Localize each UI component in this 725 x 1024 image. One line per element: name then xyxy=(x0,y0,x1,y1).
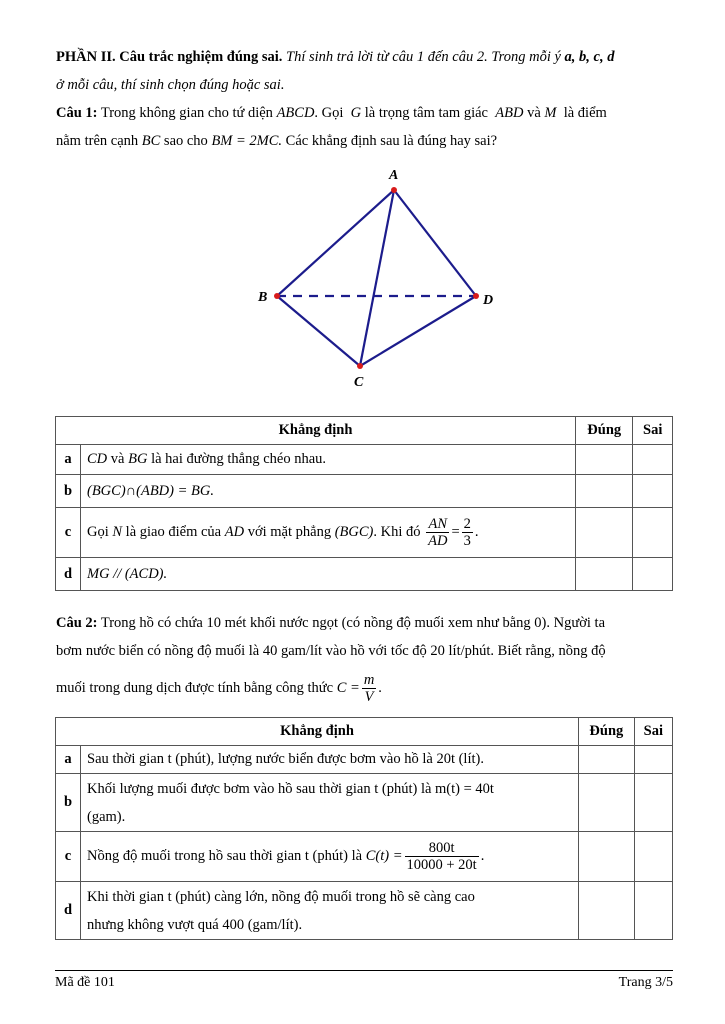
stmt-part: AD xyxy=(224,523,245,540)
row-statement: Sau thời gian t (phút), lượng nước biển được bơm vào hồ là 20t (lít). xyxy=(81,746,579,774)
stmt-part: Khi thời gian t (phút) càng lớn, nồng độ muối trong hồ sẽ càng cao xyxy=(87,888,475,905)
row-label: d xyxy=(56,882,81,940)
fraction-num: AN xyxy=(426,516,449,533)
col-true: Đúng xyxy=(579,718,635,746)
q1-line-1 xyxy=(56,105,607,122)
stmt-part: (BGC) xyxy=(334,523,374,540)
stmt-part: BG xyxy=(128,451,148,467)
q1-text: là trọng tâm tam giác xyxy=(364,105,488,121)
table-row xyxy=(56,832,673,882)
false-cell[interactable] xyxy=(634,746,672,774)
edge-ad xyxy=(394,190,476,296)
q2-text: Trong hồ có chứa 10 mét khối nước ngọt (có nồng độ muối xem như bằng 0). Người ta xyxy=(100,615,606,631)
row-statement xyxy=(81,445,576,475)
q1-table xyxy=(55,416,673,591)
row-label: a xyxy=(56,746,81,774)
true-cell[interactable] xyxy=(579,882,635,940)
stmt-part: . Khi đó xyxy=(373,523,421,540)
row-label: d xyxy=(56,558,81,591)
q1-bc: BC xyxy=(141,133,161,149)
true-cell[interactable] xyxy=(579,746,635,774)
true-cell[interactable] xyxy=(579,832,635,882)
edge-cd xyxy=(360,296,476,366)
row-statement xyxy=(81,882,579,940)
point-b xyxy=(274,293,280,299)
tetrahedron-figure xyxy=(250,165,510,395)
fraction-num: 2 xyxy=(463,516,471,532)
table-header-row xyxy=(56,417,673,445)
q2-line-1 xyxy=(56,615,605,632)
row-statement xyxy=(81,774,579,832)
q2-line-2: bơm nước biển có nồng độ muối là 40 gam/lít vào hồ với tốc độ 20 lít/phút. Biết rằng, nồng độ xyxy=(56,643,606,659)
q1-text: sao cho xyxy=(163,133,208,149)
col-statement: Khẳng định xyxy=(56,718,579,746)
page-number: Trang 3/5 xyxy=(618,975,673,990)
stmt-part: là hai đường thẳng chéo nhau. xyxy=(151,451,327,467)
table-row xyxy=(56,475,673,508)
false-cell[interactable] xyxy=(633,558,673,591)
true-cell[interactable] xyxy=(576,475,633,508)
true-cell[interactable] xyxy=(579,774,635,832)
label-c: C xyxy=(354,375,364,390)
stmt-part: . xyxy=(480,847,485,864)
page-footer xyxy=(55,970,673,990)
fraction-den: 10000 + 20t xyxy=(406,857,477,873)
stmt-part: C(t) = xyxy=(365,847,403,864)
col-false: Sai xyxy=(634,718,672,746)
table-row xyxy=(56,882,673,940)
q1-text: Các khẳng định sau là đúng hay sai? xyxy=(285,133,498,149)
row-statement xyxy=(81,832,579,882)
false-cell[interactable] xyxy=(633,475,673,508)
false-cell[interactable] xyxy=(634,882,672,940)
section-header xyxy=(56,49,614,66)
false-cell[interactable] xyxy=(633,508,673,558)
stmt-part: N xyxy=(112,523,123,540)
col-statement: Khẳng định xyxy=(56,417,576,445)
table-row xyxy=(56,774,673,832)
fraction-m-v xyxy=(362,672,376,705)
point-a xyxy=(391,187,397,193)
q1-text: nằm trên cạnh xyxy=(56,133,139,149)
q1-text: . Gọi xyxy=(314,105,344,121)
fraction-two-thirds xyxy=(462,516,473,549)
fraction-den: 3 xyxy=(463,533,471,549)
q2-formula: C = xyxy=(336,679,360,696)
instruction-text: Thí sinh trả lời từ câu 1 đến câu 2. Trong mỗi ý xyxy=(286,49,561,65)
edge-bc xyxy=(277,296,360,366)
fraction-den: V xyxy=(364,689,374,705)
stmt-part: và xyxy=(110,451,125,467)
stmt-part: với mặt phẳng xyxy=(247,523,332,540)
q1-text: và xyxy=(527,105,541,121)
fraction-den: AD xyxy=(428,533,448,549)
row-label: c xyxy=(56,832,81,882)
stmt-part: CD xyxy=(87,451,108,467)
stmt-part: = xyxy=(451,523,460,540)
point-c xyxy=(357,363,363,369)
q2-text: muối trong dung dịch được tính bằng công thức xyxy=(56,679,334,696)
false-cell[interactable] xyxy=(634,832,672,882)
stmt-part: Gọi xyxy=(87,523,109,540)
q1-text: là điểm xyxy=(563,105,607,121)
table-row xyxy=(56,445,673,475)
instruction-line-2: ở mỗi câu, thí sinh chọn đúng hoặc sai. xyxy=(56,77,285,93)
q1-bm-equation: BM = 2MC. xyxy=(211,133,283,149)
stmt-part: nhưng không vượt quá 400 (gam/lít). xyxy=(87,916,303,933)
stmt-part: (gam). xyxy=(87,808,126,825)
stmt-part: . xyxy=(474,523,479,540)
row-statement: (BGC)∩(ABD) = BG. xyxy=(81,475,576,508)
row-label: b xyxy=(56,475,81,508)
row-label: b xyxy=(56,774,81,832)
true-cell[interactable] xyxy=(576,445,633,475)
true-cell[interactable] xyxy=(576,558,633,591)
table-row xyxy=(56,508,673,558)
q1-label: Câu 1: xyxy=(56,105,98,121)
q1-abd: ABD xyxy=(495,105,524,121)
stmt-part: Nồng độ muối trong hồ sau thời gian t (phút) là xyxy=(87,847,363,864)
instruction-letters: a, b, c, d xyxy=(564,49,615,65)
row-label: a xyxy=(56,445,81,475)
q1-line-2 xyxy=(56,133,497,150)
q2-label: Câu 2: xyxy=(56,615,98,631)
true-cell[interactable] xyxy=(576,508,633,558)
row-statement xyxy=(81,508,576,558)
fraction-num: 800t xyxy=(405,840,479,857)
label-a: A xyxy=(389,168,399,183)
fraction-num: m xyxy=(363,672,375,688)
q2-table xyxy=(55,717,673,940)
fraction-an-ad xyxy=(426,516,449,549)
q1-abcd: ABCD xyxy=(276,105,315,121)
false-cell[interactable] xyxy=(633,445,673,475)
stmt-part: là giao điểm của xyxy=(125,523,222,540)
table-row xyxy=(56,558,673,591)
label-b: B xyxy=(258,290,268,305)
q1-text: Trong không gian cho tứ diện xyxy=(100,105,273,121)
q2-line-3: muối trong dung dịch được tính bằng công thức C = $\frac{m}{V}$ . xyxy=(56,672,382,705)
col-true: Đúng xyxy=(576,417,633,445)
table-header-row xyxy=(56,718,673,746)
point-d xyxy=(473,293,479,299)
label-d: D xyxy=(483,293,494,308)
table-row xyxy=(56,746,673,774)
col-false: Sai xyxy=(633,417,673,445)
false-cell[interactable] xyxy=(634,774,672,832)
section-title: PHẦN II. Câu trắc nghiệm đúng sai. xyxy=(56,49,283,65)
row-statement: MG // (ACD). xyxy=(81,558,576,591)
row-label: c xyxy=(56,508,81,558)
q1-m: M xyxy=(544,105,557,121)
q1-g: G xyxy=(350,105,362,121)
stmt-part: Khối lượng muối được bơm vào hồ sau thời gian t (phút) là m(t) = 40t xyxy=(87,780,494,797)
exam-code: Mã đề 101 xyxy=(55,975,115,990)
fraction-concentration xyxy=(405,840,479,873)
